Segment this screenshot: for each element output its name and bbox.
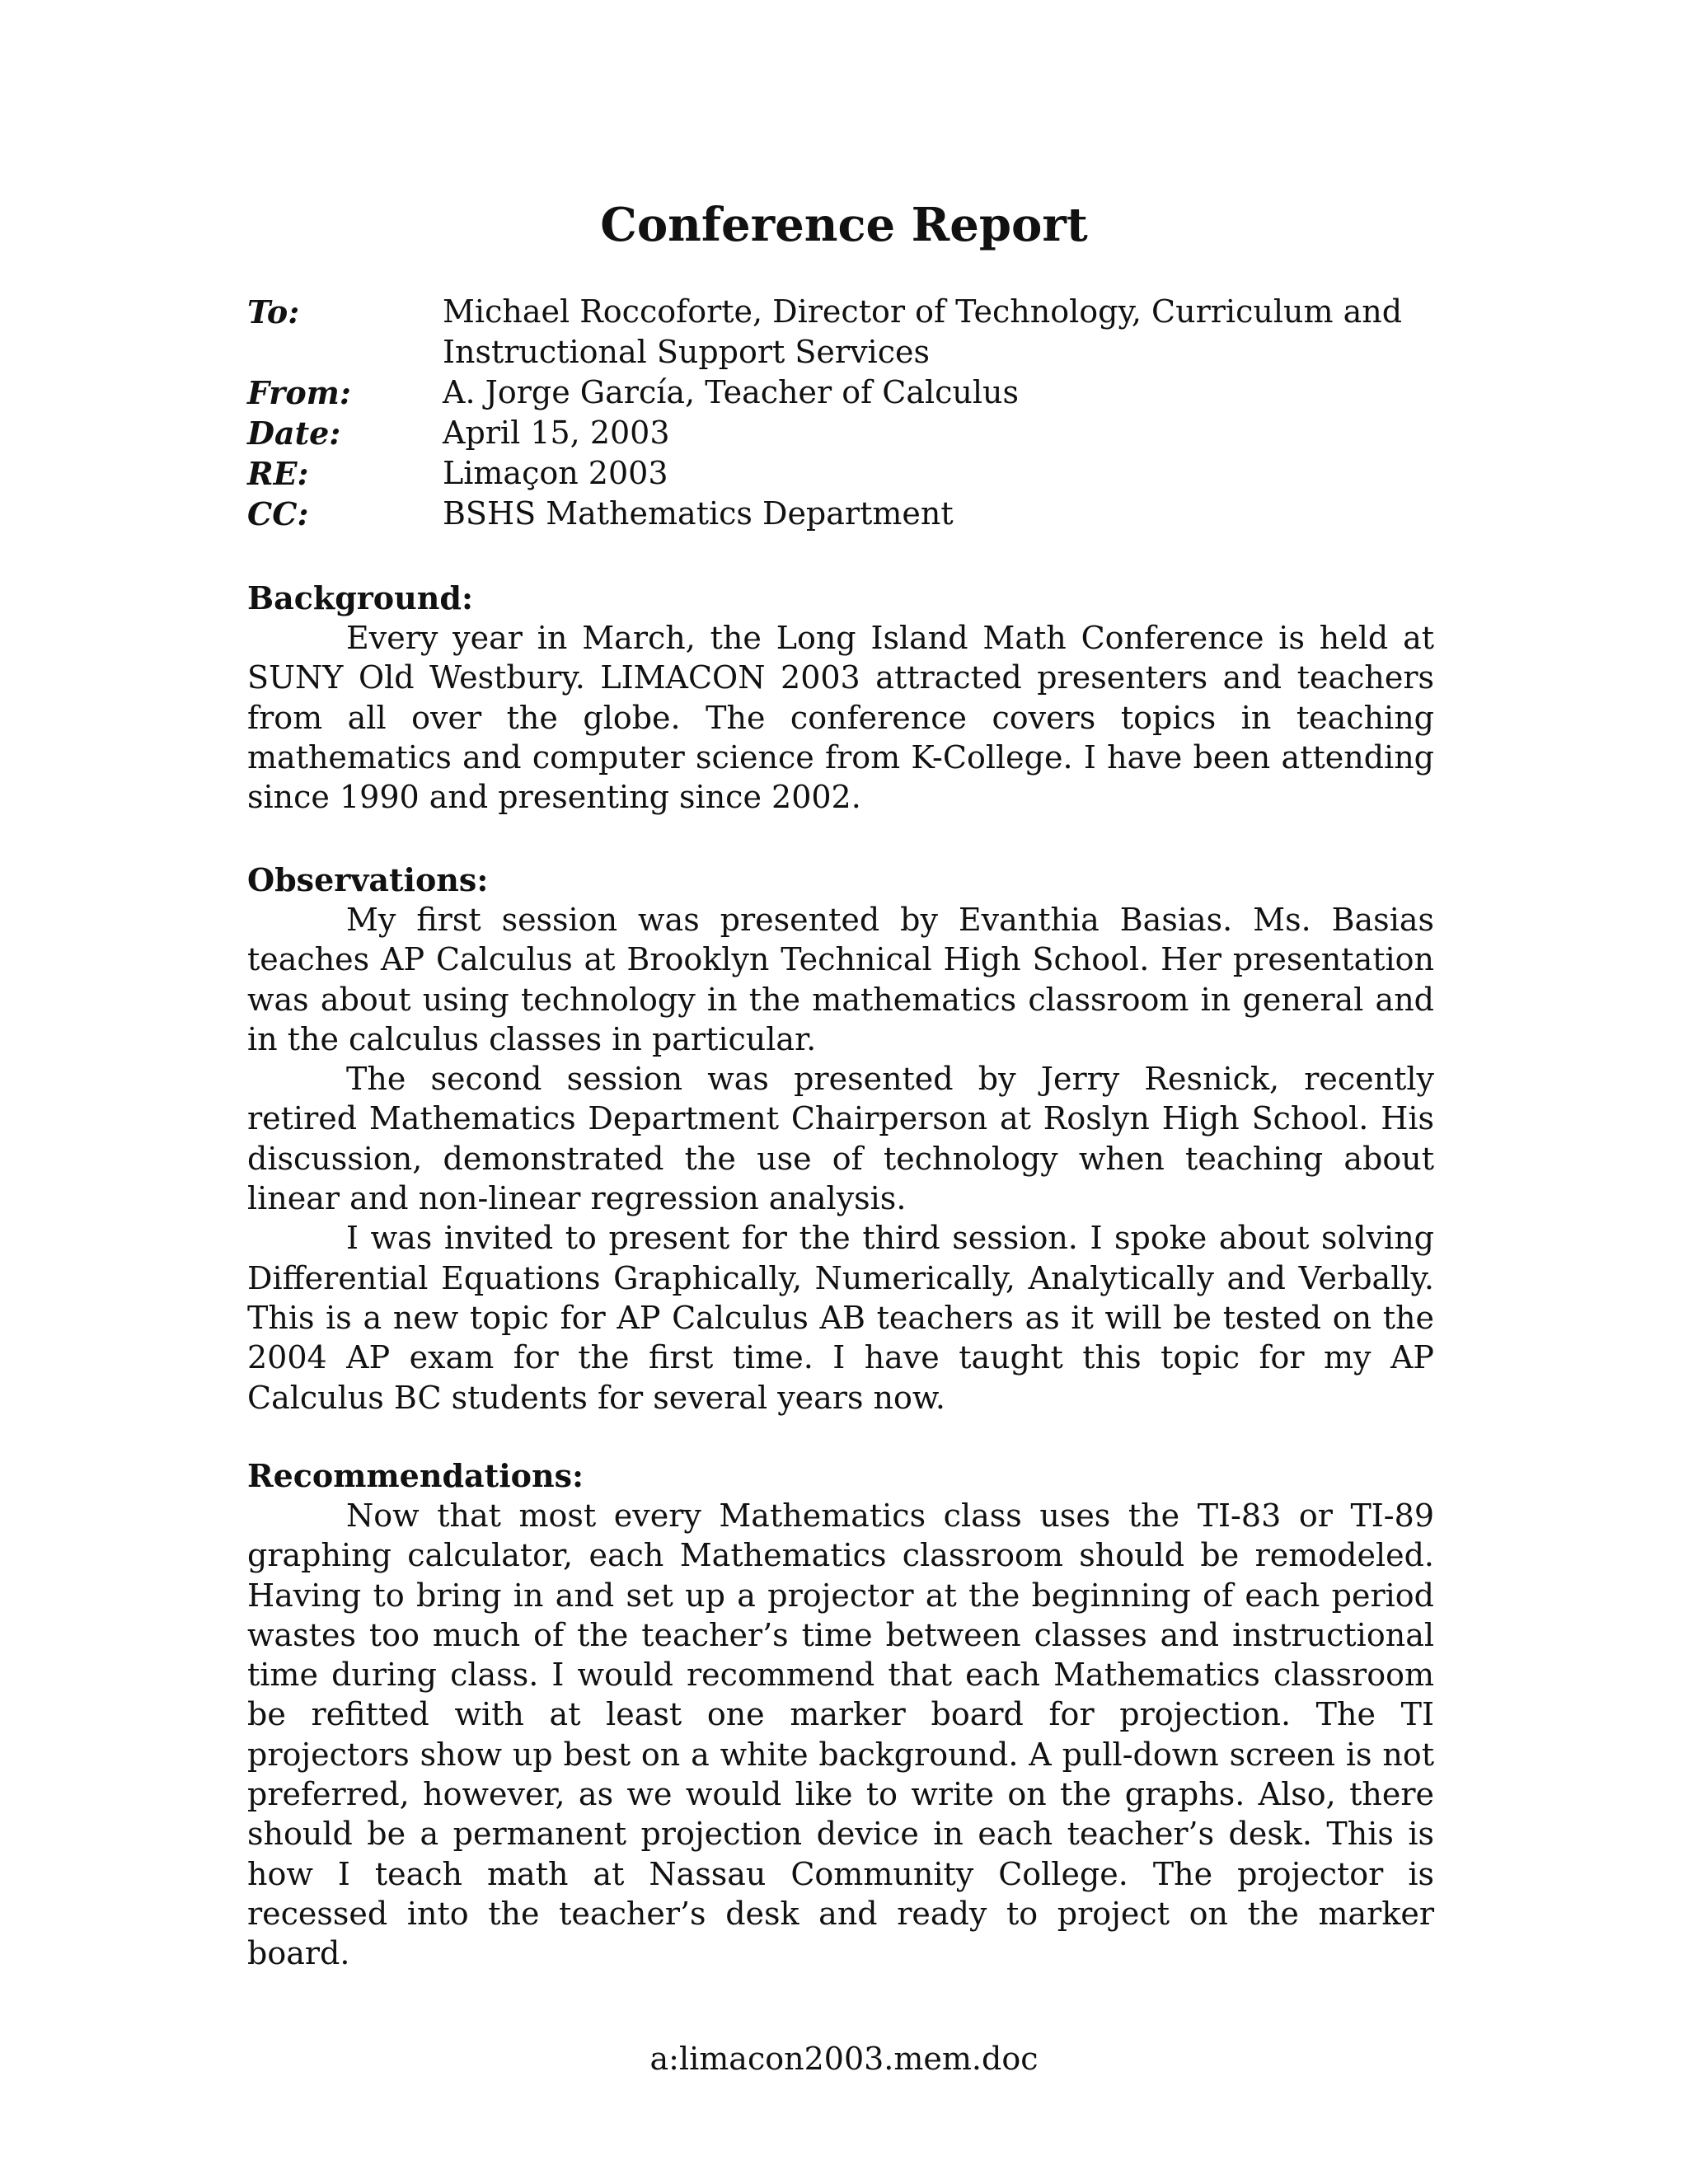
memo-label-date: Date: <box>247 415 341 452</box>
recommendations-heading: Recommendations: <box>247 1457 584 1494</box>
memo-label-to: To: <box>247 293 300 330</box>
memo-label-re: RE: <box>247 455 309 492</box>
memo-label-cc: CC: <box>247 495 309 532</box>
recommendations-section <box>247 1456 1434 1974</box>
observations-paragraph-2: The second session was presented by Jerry Resnick, recently retired Mathematics Department Chairperson at Roslyn High School. His discussion, demonstrated the use of technology when teaching about linear and non-linear regression analysis. <box>247 1061 1434 1217</box>
memo-row-cc <box>247 494 1434 534</box>
memo-value-re: Limaçon 2003 <box>443 455 668 491</box>
observations-section <box>247 860 1434 1418</box>
background-heading: Background: <box>247 579 473 616</box>
memo-row-to <box>247 292 1434 373</box>
memo-header <box>247 292 1434 534</box>
memo-row-from <box>247 373 1434 413</box>
memo-label-from: From: <box>247 374 351 411</box>
background-section <box>247 579 1434 817</box>
page-title: Conference Report <box>600 198 1088 252</box>
recommendations-paragraph: Now that most every Mathematics class uses the TI-83 or TI-89 graphing calculator, each Mathematics classroom should be remodeled. Having to bring in and set up a projector at the beginning of each period wastes too much of the teacher’s time between classes and instructional time during class. I would recommend that each Mathematics classroom be refitted with at least one marker board for projection. The TI projectors show up best on a white background. A pull-down screen is not preferred, however, as we would like to write on the graphs. Also, there should be a permanent projection device in each teacher’s desk. This is how I teach math at Nassau Community College. The projector is recessed into the teacher’s desk and ready to project on the marker board. <box>247 1497 1434 1972</box>
footer-filename: a:limacon2003.mem.doc <box>649 2041 1039 2077</box>
memo-row-re <box>247 453 1434 494</box>
memo-row-date <box>247 413 1434 453</box>
background-paragraph: Every year in March, the Long Island Math Conference is held at SUNY Old Westbury. LIMACON 2003 attracted presenters and teachers from all over the globe. The conference covers topics in teaching mathematics and computer science from K-College. I have been attending since 1990 and presenting since 2002. <box>247 620 1434 816</box>
observations-heading: Observations: <box>247 861 489 898</box>
observations-paragraph-3: I was invited to present for the third session. I spoke about solving Differential Equations Graphically, Numerically, Analytically and Verbally. This is a new topic for AP Calculus AB teachers as it will be tested on the 2004 AP exam for the first time. I have taught this topic for my AP Calculus BC students for several years now. <box>247 1220 1434 1416</box>
observations-paragraph-1: My first session was presented by Evanthia Basias. Ms. Basias teaches AP Calculus at Brooklyn Technical High School. Her presentation was about using technology in the mathematics classroom in general and in the calculus classes in particular. <box>247 902 1434 1057</box>
memo-value-from: A. Jorge García, Teacher of Calculus <box>443 374 1020 410</box>
memo-value-to: Michael Roccoforte, Director of Technology, Curriculum and Instructional Support Services <box>443 293 1403 370</box>
memo-value-date: April 15, 2003 <box>443 415 670 451</box>
memo-value-cc: BSHS Mathematics Department <box>443 495 954 532</box>
